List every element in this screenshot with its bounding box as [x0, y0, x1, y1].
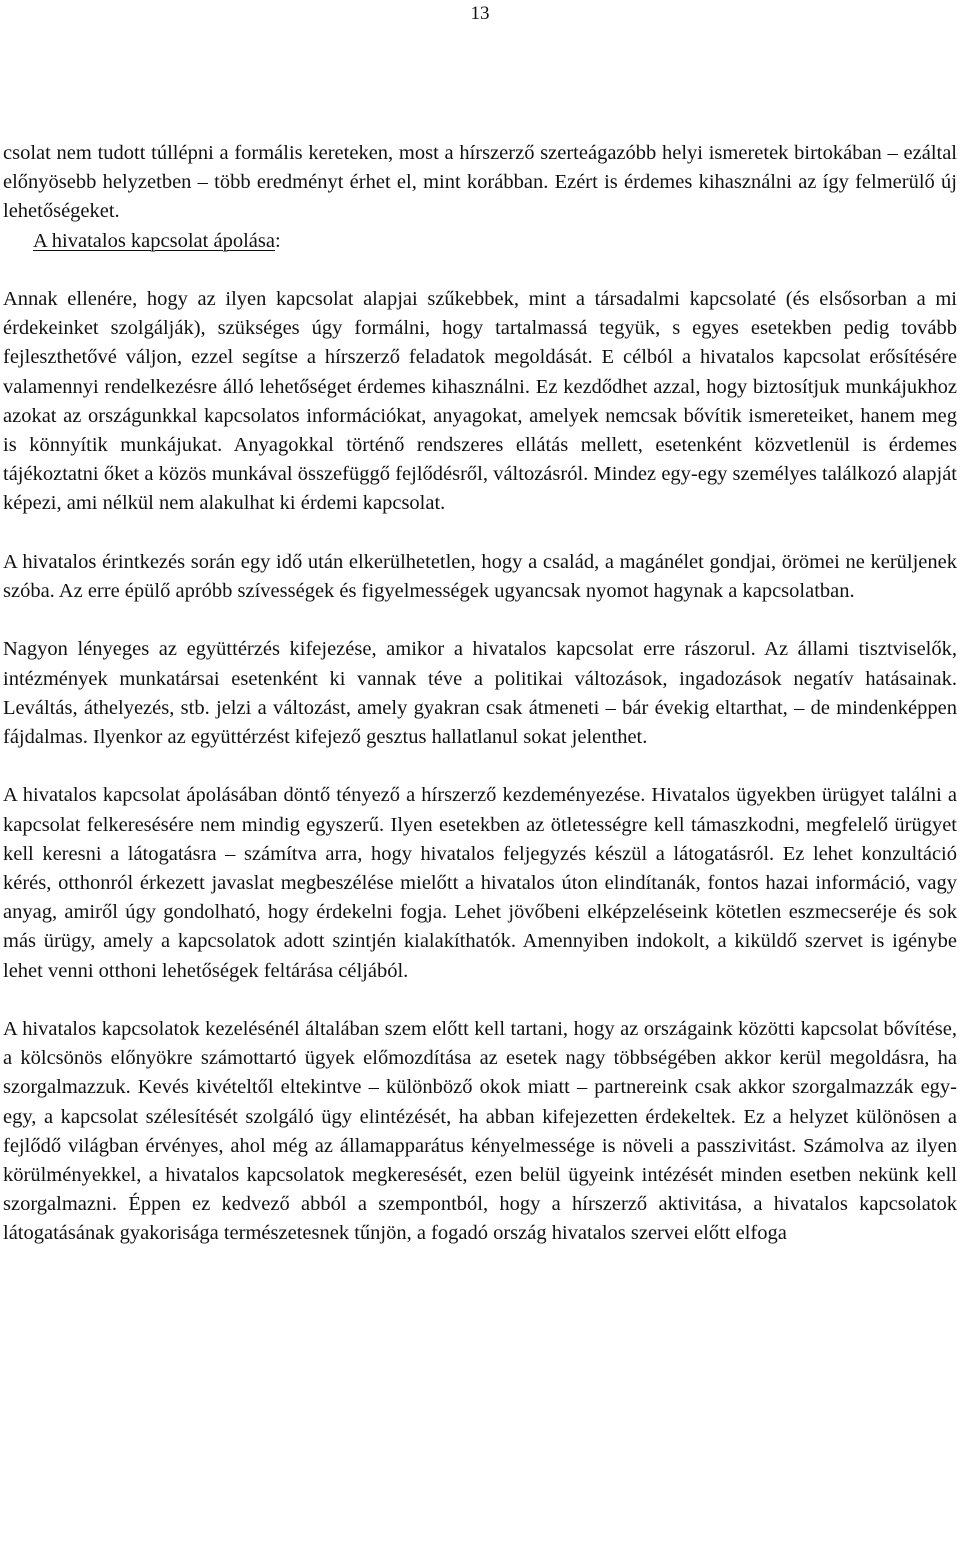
spacer — [3, 519, 957, 548]
section-heading-text: A hivatalos kapcsolat ápolása — [33, 229, 275, 252]
paragraph-5: A hivatalos kapcsolatok kezelésénél általában szem előtt kell tartani, hogy az országaink közötti kapcsolat bővítése, a kölcsönös előnyökre számottartó ügyek előmozdítása az esetek nagy többségében akkor kerül megoldásra, ha szorgalmazzuk. Kevés kivételtől eltekintve – különböző okok miatt – partnereink csak akkor szorgalmazzák egy-egy, a kapcsolat szélesítését szolgáló ügy elintézését, ha abban kifejezetten érdekeltek. Ez a helyzet különösen a fejlődő világban érvényes, ahol még az államapparátus kényelmessége is növeli a passzivitást. Számolva az ilyen körülményekkel, a hivatalos kapcsolatok megkeresését, ezen belül ügyeink intézését minden esetben nekünk kell szorgalmazni. Éppen ez kedvező abból a szempontból, hogy a hírszerző aktivitása, a hivatalos kapcsolatok látogatásának gyakorisága természetesnek tűnjön, a fogadó ország hivatalos szervei előtt elfoga — [3, 1018, 957, 1245]
paragraph-4: A hivatalos kapcsolat ápolásában döntő tényező a hírszerző kezdeményezése. Hivatalos ügyekben ürügyet találni a kapcsolat felkeresésére nem mindig egyszerű. Ilyen esetekben az ötletességre kell támaszkodni, megfelelő ürügyet kell keresni a látogatásra – számítva arra, hogy hivatalos feljegyzés készül a látogatásról. Ez lehet konzultáció kérés, otthonról érkezett javaslat megbeszélése mielőtt a hivatalos úton elindítanák, fontos hazai információ, vagy anyag, amiről úgy gondolható, hogy érdekelni fogja. Lehet jövőbeni elképzeléseink kötetlen eszmecseréje és sok más ürügy, amely a kapcsolatok adott szintjén kialakíthatók. Amennyiben indokolt, a kiküldő szervet is igénybe lehet venni otthoni lehetőségek feltárása céljából. — [3, 784, 957, 982]
paragraph-3: Nagyon lényeges az együttérzés kifejezése, amikor a hivatalos kapcsolat erre rászorul. Az állami tisztviselők, intézmények munkatársai esetenként ki vannak téve a politikai változások, ingadozások negatív hatásainak. Leváltás, áthelyezés, stb. jelzi a változást, amely gyakran csak átmeneti – bár évekig eltarthat, – de mindenképpen fájdalmas. Ilyenkor az együttérzést kifejező gesztus hallatlanul sokat jelenthet. — [3, 638, 957, 749]
paragraph-1: Annak ellenére, hogy az ilyen kapcsolat alapjai szűkebbek, mint a társadalmi kapcsolaté (és elsősorban a mi érdekeinket szolgálják), szükséges úgy formálni, hogy tartalmassá tegyük, s egyes esetekben pedig tovább fejleszthetővé váljon, ezzel segítse a hírszerző feladatok megoldását. E célból a hivatalos kapcsolat erősítésére valamennyi rendelkezésre álló lehetőséget érdemes kihasználni. Ez kezdődhet azzal, hogy biztosítjuk munkájukhoz azokat az országunkkal kapcsolatos információkat, anyagokat, amelyek nemcsak bővítik ismereteiket, hanem meg is könnyítik munkájukat. Anyagokkal történő rendszeres ellátás mellett, esetenként közvetlenül is érdemes tájékoztatni őket a közös munkával összefüggő fejlődésről, változásról. Mindez egy-egy személyes találkozó alapját képezi, ami nélkül nem alakulhat ki érdemi kapcsolat. — [3, 288, 957, 515]
intro-paragraph: csolat nem tudott túllépni a formális kereteken, most a hírszerző szerteágazóbb helyi ismeretek birtokában – ezáltal előnyösebb helyzetben – több eredményt érhet el, mint korábban. Ezért is érdemes kihasználni az így felmerülő új lehetőségeket. — [3, 142, 957, 223]
spacer — [3, 986, 957, 1015]
section-heading-colon: : — [274, 229, 281, 252]
spacer — [3, 752, 957, 781]
spacer — [3, 606, 957, 635]
page-number: 13 — [470, 3, 490, 24]
paragraph-2: A hivatalos érintkezés során egy idő után elkerülhetetlen, hogy a család, a magánélet gondjai, örömei ne kerüljenek szóba. Az erre épülő apróbb szívességek és figyelmességek ugyancsak nyomot hagynak a kapcsolatban. — [3, 550, 957, 603]
page-body — [3, 139, 957, 1249]
section-heading — [3, 227, 957, 256]
spacer — [3, 256, 957, 285]
